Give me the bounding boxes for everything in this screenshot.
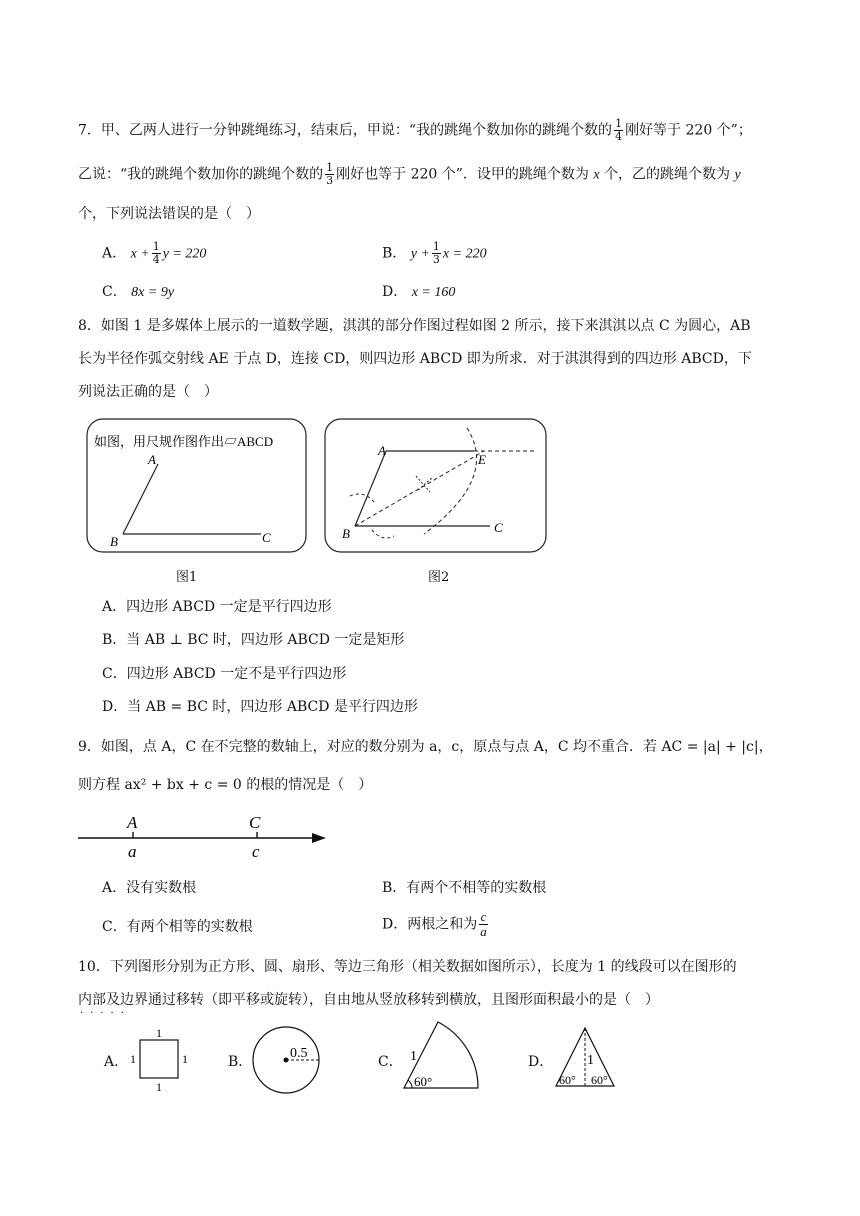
arc-small-bottom <box>372 530 394 538</box>
point-a-label: A <box>378 443 386 458</box>
figure-2 <box>324 418 548 554</box>
bisector-line <box>355 451 484 526</box>
q10-option-d-label[interactable]: D． <box>528 1054 554 1070</box>
axis-point-a-label: A <box>127 813 138 832</box>
sector-angle-label: 60° <box>414 1074 433 1089</box>
q8-option-d[interactable]: D．当 AB = BC 时，四边形 ABCD 是平行四边形 <box>102 699 418 715</box>
axis-value-c-label: c <box>252 842 260 861</box>
point-b-label: B <box>342 526 350 541</box>
figure-2-caption: 图2 <box>428 570 450 585</box>
triangle-left-angle-label: 60° <box>559 1073 576 1087</box>
q10-figure-sector <box>398 1018 484 1092</box>
axis-point-c-label: C <box>249 813 261 832</box>
point-a-label: A <box>148 452 156 467</box>
q7-option-a[interactable]: A． x + $\frac{1}{4}$ y = 220 <box>102 240 207 266</box>
q8-option-a[interactable]: A．四边形 ABCD 一定是平行四边形 <box>102 599 332 615</box>
fraction: $\frac{1}{4}$ <box>615 117 623 143</box>
number-line <box>76 808 330 864</box>
q9-option-c[interactable]: C．有两个相等的实数根 <box>102 919 253 935</box>
q10-line-1: 10．下列图形分别为正方形、圆、扇形、等边三角形（相关数据如图所示），长度为 1 的线段可以在图形的 <box>78 959 737 975</box>
q7-line-3: 个，下列说法错误的是（ ） <box>78 206 260 222</box>
q7-line-2: 乙说：“我的跳绳个数加你的跳绳个数的 $\frac{1}{3}$ 刚好也等于 220 个”．设甲的跳绳个数为 x 个，乙的跳绳个数为 y <box>78 161 741 187</box>
q9-option-a[interactable]: A．没有实数根 <box>102 880 197 896</box>
point-e-label: E <box>478 452 486 467</box>
q8-option-c[interactable]: C．四边形 ABCD 一定不是平行四边形 <box>102 666 347 682</box>
q7-text: 7．甲、乙两人进行一分钟跳绳练习，结束后，甲说：“我的跳绳个数加你的跳绳个数的 <box>78 122 613 139</box>
arc-intersection-mark <box>416 476 432 492</box>
q7-option-b[interactable]: B． y + $\frac{1}{3}$ x = 220 <box>382 240 487 266</box>
q9-line-2: 则方程 ax² + bx + c = 0 的根的情况是（ ） <box>78 777 373 793</box>
square-bottom-label: 1 <box>156 1080 162 1094</box>
q10-figure-square <box>128 1022 196 1094</box>
square-top-label: 1 <box>156 1026 162 1040</box>
q10-option-a-label[interactable]: A． <box>104 1054 129 1070</box>
segment-ba <box>123 464 158 534</box>
triangle-right-angle-label: 60° <box>591 1073 608 1087</box>
q8-option-b[interactable]: B．当 AB ⊥ BC 时，四边形 ABCD 一定是矩形 <box>102 632 405 648</box>
segment-ba <box>355 451 386 526</box>
q10-figure-triangle <box>552 1024 618 1090</box>
q8-line-3: 列说法正确的是（ ） <box>78 384 218 400</box>
q9-option-d[interactable]: D．两根之和为 $\frac{c}{a}$ <box>382 909 487 939</box>
point-c-label: C <box>494 520 503 535</box>
figure-1 <box>86 418 308 554</box>
sector-radius-label: 1 <box>410 1049 417 1064</box>
square-shape <box>140 1040 178 1078</box>
q10-line-2: 内部及边界通过移转（即平移或旋转），自由地从竖放移转到横放，且图形面积最小的是（ ） <box>78 992 659 1008</box>
arc-small-top <box>350 494 374 502</box>
circle-radius-label: 0.5 <box>290 1046 308 1061</box>
square-left-label: 1 <box>130 1052 136 1066</box>
figure-1-prompt: 如图，用尺规作图作出▱ABCD <box>94 434 274 449</box>
emphasis-dots: ····· <box>80 1008 131 1019</box>
triangle-height-label: 1 <box>587 1053 594 1068</box>
point-b-label: B <box>110 534 118 549</box>
q10-option-c-label[interactable]: C． <box>378 1054 403 1070</box>
figure-1-caption: 图1 <box>176 570 198 585</box>
arc-large <box>424 428 477 534</box>
axis-arrow <box>312 833 326 843</box>
q8-line-1: 8．如图 1 是多媒体上展示的一道数学题，淇淇的部分作图过程如图 2 所示，接下来淇淇以点 C 为圆心，AB <box>78 318 751 334</box>
q9-line-1: 9．如图，点 A，C 在不完整的数轴上，对应的数分别为 a，c，原点与点 A，C 均不重合．若 AC = |a| + |c|， <box>78 739 773 755</box>
sector-angle-arc <box>408 1080 412 1088</box>
axis-value-a-label: a <box>128 842 137 861</box>
square-right-label: 1 <box>182 1052 188 1066</box>
q10-option-b-label[interactable]: B． <box>228 1054 253 1070</box>
fraction: $\frac{1}{3}$ <box>326 161 334 187</box>
q7-line-1: 7．甲、乙两人进行一分钟跳绳练习，结束后，甲说：“我的跳绳个数加你的跳绳个数的 $\frac{1}{4}$ 刚好等于 220 个”； <box>78 117 752 143</box>
point-c-label: C <box>262 530 271 545</box>
q10-figure-circle <box>250 1024 326 1096</box>
q9-option-b[interactable]: B．有两个不相等的实数根 <box>382 880 547 896</box>
figure-2-frame <box>325 419 546 552</box>
q7-option-d[interactable]: D． x = 160 <box>382 284 456 300</box>
q7-option-c[interactable]: C． 8x = 9y <box>102 284 175 300</box>
q8-line-2: 长为半径作弧交射线 AE 于点 D，连接 CD，则四边形 ABCD 即为所求．对于淇淇得到的四边形 ABCD，下 <box>78 351 752 367</box>
